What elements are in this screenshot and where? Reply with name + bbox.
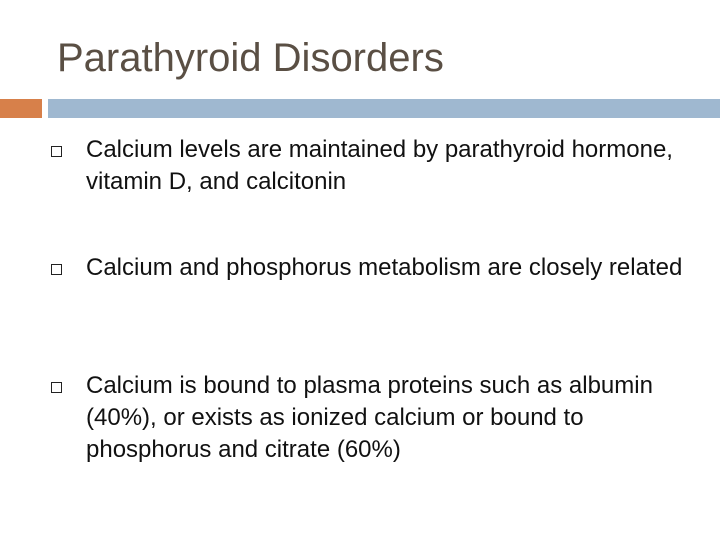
hollow-square-bullet-icon: [51, 264, 62, 275]
bullet-text: Calcium levels are maintained by parathyroid hormone, vitamin D, and calcitonin: [86, 136, 673, 195]
hollow-square-bullet-icon: [51, 382, 62, 393]
bullet-text: Calcium is bound to plasma proteins such as albumin (40%), or exists as ionized calcium or bound to phosphorus and citrate (60%): [86, 372, 653, 463]
title-rule-bar: [48, 99, 720, 118]
hollow-square-bullet-icon: [51, 146, 62, 157]
accent-bar: [0, 99, 42, 118]
slide-title: Parathyroid Disorders: [57, 36, 444, 80]
bullet-text: Calcium and phosphorus metabolism are closely related: [86, 254, 683, 281]
